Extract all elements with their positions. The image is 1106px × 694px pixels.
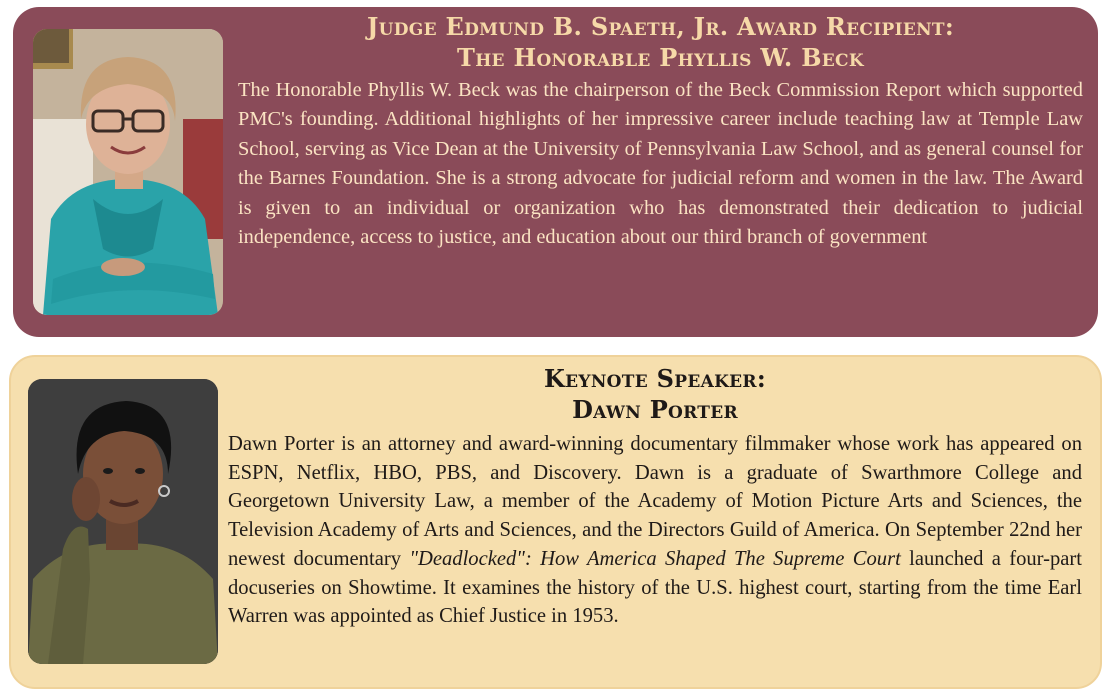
award-description: The Honorable Phyllis W. Beck was the chairperson of the Beck Commission Report which supported PMC's founding. Additional highlights of her impressive career include teaching law at Temple Law School, serving as Vice Dean at the University of Pennsylvania Law School, and as general counsel for the Barnes Foundation. She is a strong advocate for judicial reform and women in the law. The Award is given to an individual or organization who has demonstrated their dedication to judicial independence, access to justice, and education about our third branch of government xyxy=(238,79,1083,249)
award-title-line2: The Honorable Phyllis W. Beck xyxy=(457,43,864,72)
keynote-title xyxy=(228,363,1082,425)
award-text-block xyxy=(238,11,1083,252)
keynote-card xyxy=(9,355,1102,689)
phyllis-beck-portrait-illustration xyxy=(33,29,223,315)
dawn-porter-photo xyxy=(28,379,218,664)
keynote-title-line2: Dawn Porter xyxy=(572,395,738,424)
keynote-text-block xyxy=(228,363,1082,631)
keynote-description-part2: launched a four-part docuseries on Showtime. It examines the history of the U.S. highest court, starting from the time Earl Warren was appointed as Chief Justice in 1953. xyxy=(228,547,1082,628)
keynote-description xyxy=(228,430,1082,631)
documentary-title: "Deadlocked": How America Shaped The Supreme Court xyxy=(409,547,901,570)
award-title xyxy=(238,11,1083,73)
dawn-porter-portrait-illustration xyxy=(28,379,218,664)
phyllis-beck-photo xyxy=(33,29,223,315)
keynote-description-part1: Dawn Porter is an attorney and award-winning documentary filmmaker whose work has appeared on ESPN, Netflix, HBO, PBS, and Discovery. Dawn is a graduate of Swarthmore College and Georgetown University Law, a member of the Academy of Motion Picture Arts and Sciences, the Television Academy of Arts and Sciences, and the Directors Guild of America. On September 22nd her newest documentary xyxy=(228,433,1082,570)
award-card xyxy=(13,7,1098,337)
award-title-line1: Judge Edmund B. Spaeth, Jr. Award Recipient: xyxy=(366,12,955,41)
keynote-title-line1: Keynote Speaker: xyxy=(543,364,767,393)
